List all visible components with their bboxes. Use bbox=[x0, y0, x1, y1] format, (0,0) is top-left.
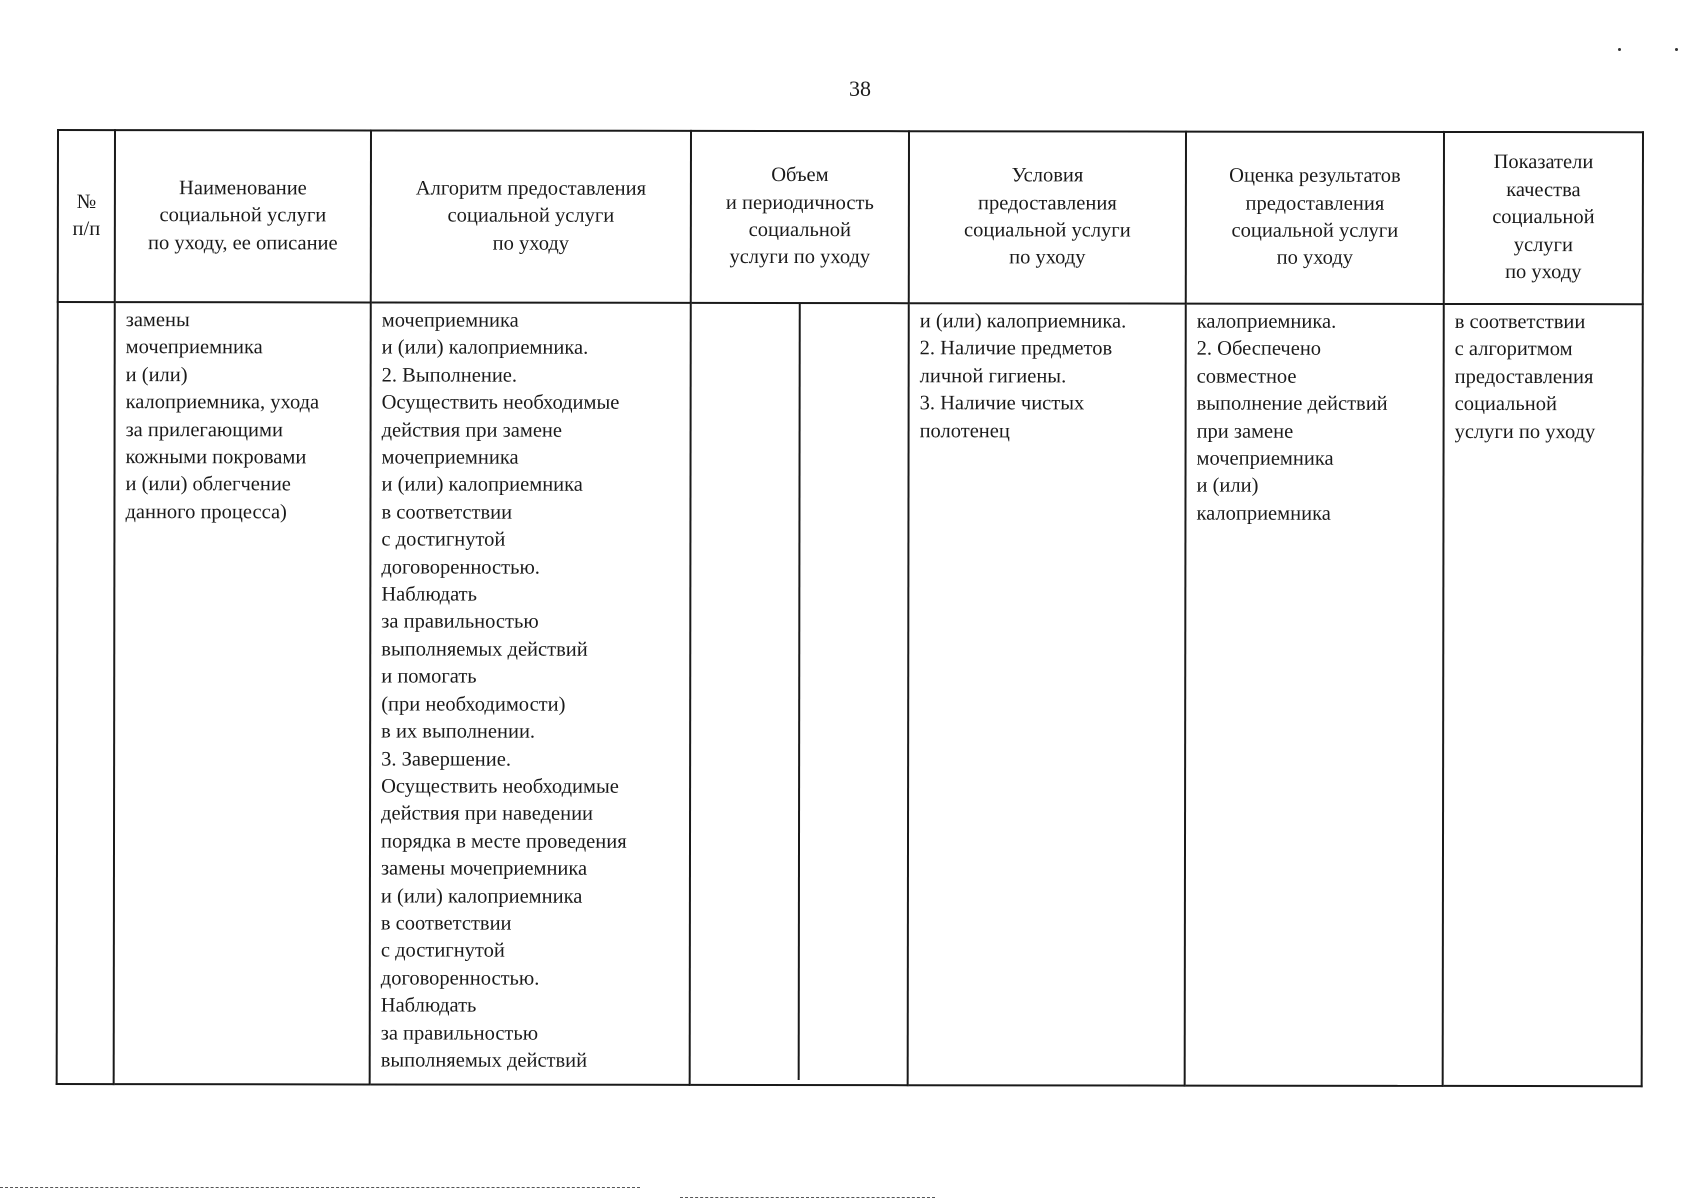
cell-evaluation: калоприемника. 2. Обеспечено совместное выполнение действий при замене мочеприемника и (или) калоприемника bbox=[1185, 304, 1444, 1086]
cell-algorithm: мочеприемника и (или) калоприемника. 2. Выполнение. Осуществить необходимые действия при замене мочеприемника и (или) калоприемника в соответствии с достигнутой договоренностью. Наблюдать за правильностью выполняемых действий и помогать (при необходимости) в их выполнении. 3. Завершение. Осуществить необходимые действия при наведении порядка в месте проведения замены мочеприемника и (или) калоприемника в соответствии с достигнутой договоренностью. Наблюдать за правильностью выполняемых действий bbox=[370, 302, 691, 1084]
header-volume: Объем и периодичность социальной услуги по уходу bbox=[691, 131, 909, 303]
table-row bbox=[57, 302, 1643, 1086]
header-algorithm: Алгоритм предоставления социальной услуги по уходу bbox=[371, 130, 691, 302]
header-number: № п/п bbox=[58, 130, 115, 302]
header-quality: Показатели качества социальной услуги по уходу bbox=[1444, 132, 1643, 304]
cell-number bbox=[57, 302, 115, 1084]
volume-left bbox=[691, 304, 799, 1080]
volume-split bbox=[691, 304, 908, 1080]
volume-right bbox=[798, 304, 908, 1080]
scan-artifact-line bbox=[680, 1197, 935, 1198]
services-table bbox=[56, 129, 1644, 1087]
scan-speck bbox=[1618, 48, 1621, 51]
cell-conditions: и (или) калоприемника. 2. Наличие предметов личной гигиены. 3. Наличие чистых полотенец bbox=[908, 303, 1186, 1085]
header-evaluation: Оценка результатов предоставления социальной услуги по уходу bbox=[1186, 132, 1444, 304]
scan-speck bbox=[1675, 48, 1678, 51]
cell-service-name: замены мочеприемника и (или) калоприемника, ухода за прилегающими кожными покровами и (или) облегчение данного процесса) bbox=[114, 302, 371, 1084]
table-header-row bbox=[58, 130, 1643, 304]
header-conditions: Условия предоставления социальной услуги по уходу bbox=[909, 131, 1186, 303]
cell-volume bbox=[690, 303, 909, 1085]
page-number: 38 bbox=[849, 76, 871, 101]
cell-quality: в соответствии с алгоритмом предоставления социальной услуги по уходу bbox=[1443, 304, 1643, 1086]
header-service-name: Наименование социальной услуги по уходу, ее описание bbox=[115, 130, 371, 302]
scan-artifact-line bbox=[0, 1187, 640, 1188]
